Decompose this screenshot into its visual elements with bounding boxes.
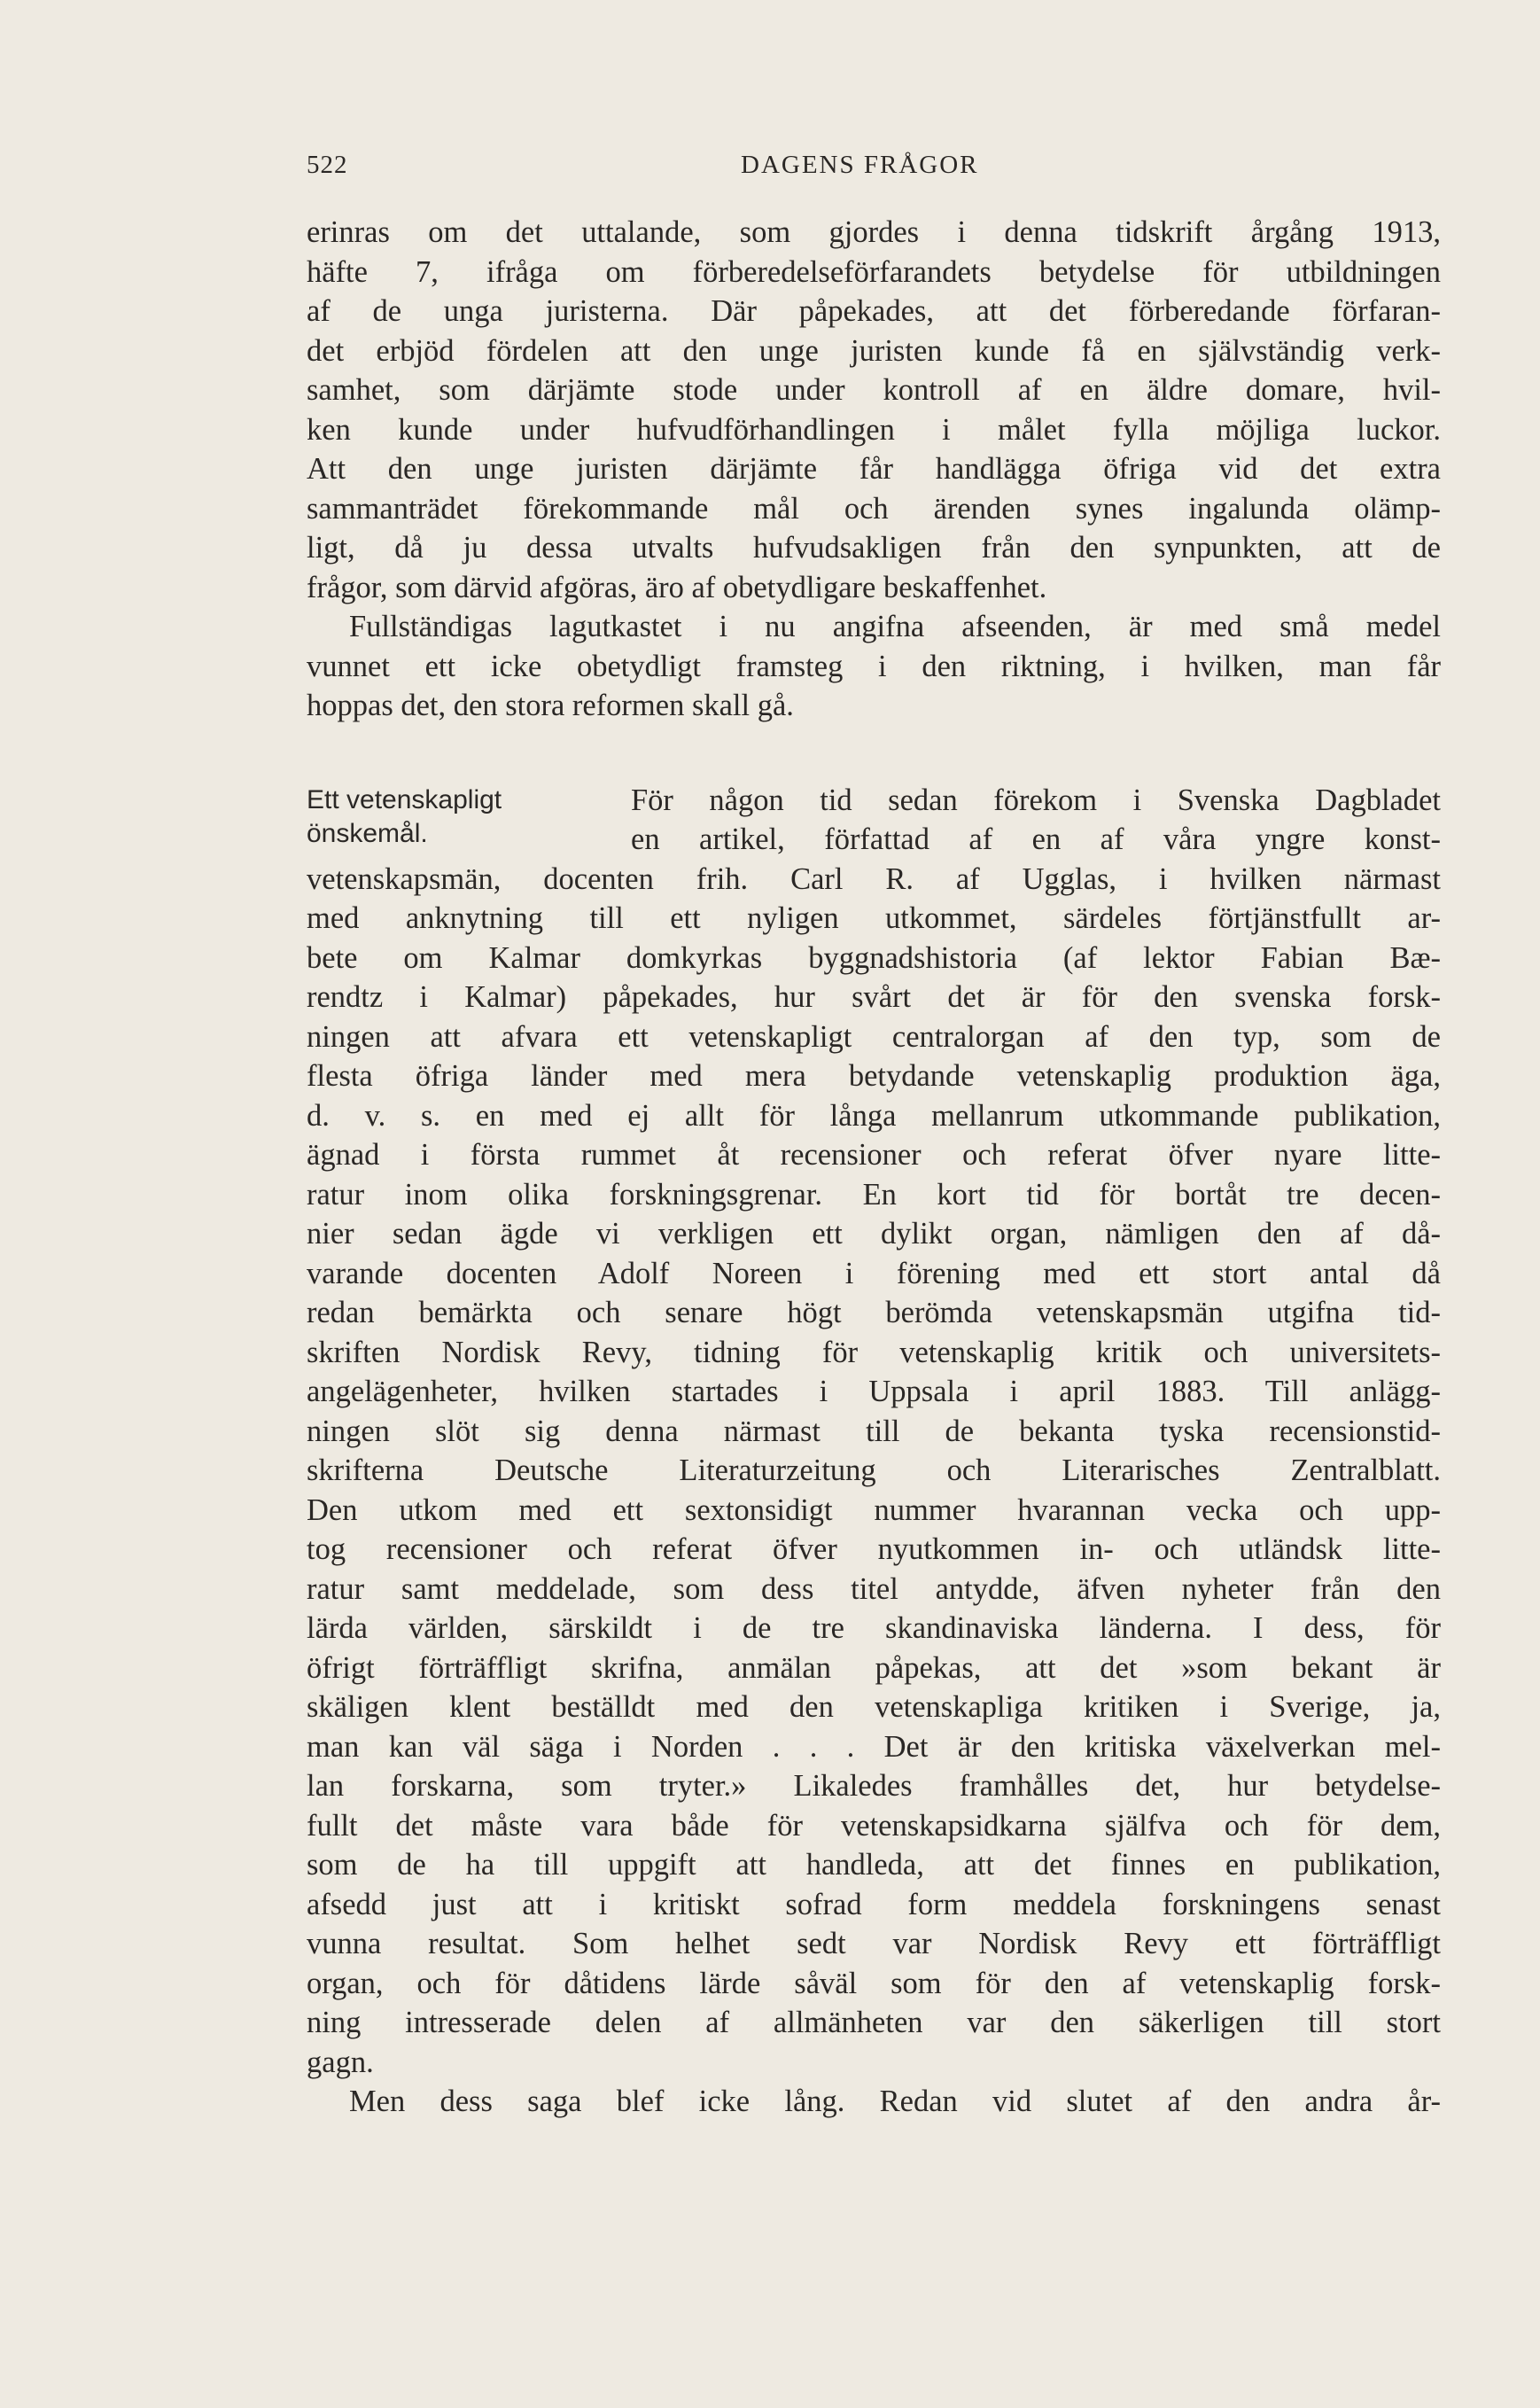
text-line: redan bemärkta och senare högt berömda vetenskapsmän utgifna tid- [307, 1296, 1441, 1329]
side-heading-line: Ett vetenskapligt [307, 784, 502, 814]
text-line: Att den unge juristen därjämte får handlägga öfriga vid det extra [307, 452, 1441, 486]
text-line: Men dess saga blef icke lång. Redan vid slutet af den andra år- [349, 2085, 1441, 2118]
text-line: tog recensioner och referat öfver nyutkommen in- och utländsk litte- [307, 1532, 1441, 1566]
text-line: ning intresserade delen af allmänheten var den säkerligen till stort [307, 2006, 1441, 2039]
text-line: samhet, som därjämte stode under kontroll af en äldre domare, hvil- [307, 373, 1441, 407]
text-line: af de unga juristerna. Där påpekades, att det förberedande förfaran- [307, 294, 1441, 328]
text-line: lärda världen, särskildt i de tre skandinaviska länderna. I dess, för [307, 1611, 1441, 1645]
text-line: vunnet ett icke obetydligt framsteg i den riktning, i hvilken, man får [307, 649, 1441, 683]
text-line: d. v. s. en med ej allt för långa mellanrum utkommande publikation, [307, 1098, 1441, 1133]
text-line: sammanträdet förekommande mål och ärenden synes ingalunda olämp- [307, 491, 1441, 526]
text-line: Fullständigas lagutkastet i nu angifna afseenden, är med små medel [349, 610, 1441, 643]
text-line: skriften Nordisk Revy, tidning för vetenskaplig kritik och universitets- [307, 1335, 1441, 1369]
page-number: 522 [307, 151, 348, 179]
text-line: För någon tid sedan förekom i Svenska Dagbladet [631, 783, 1441, 817]
text-line: nier sedan ägde vi verkligen ett dylikt organ, nämligen den af då- [307, 1217, 1441, 1251]
text-line: varande docenten Adolf Noreen i förening med ett stort antal då [307, 1256, 1441, 1290]
text-line: rendtz i Kalmar) påpekades, hur svårt det är för den svenska forsk- [307, 980, 1441, 1014]
text-line: fullt det måste vara både för vetenskapsidkarna själfva och för dem, [307, 1808, 1441, 1843]
text-line: Den utkom med ett sextonsidigt nummer hvarannan vecka och upp- [307, 1492, 1441, 1527]
running-title: DAGENS FRÅGOR [741, 151, 979, 179]
side-heading [307, 783, 599, 851]
text-line: hoppas det, den stora reformen skall gå. [307, 689, 794, 722]
text-line: en artikel, författad af en af våra yngre konst- [631, 822, 1441, 856]
paragraph-1 [307, 213, 1441, 607]
text-line: häfte 7, ifråga om förberedelseförfarandets betydelse för utbildningen [307, 254, 1441, 289]
paragraph-2 [307, 607, 1441, 726]
text-line: ningen slöt sig denna närmast till de bekanta tyska recensionstid- [307, 1414, 1441, 1448]
section-vetenskapligt-onskemal [307, 781, 1441, 2083]
text-line: skäligen klent beställdt med den vetenskapliga kritiken i Sverige, ja, [307, 1690, 1441, 1724]
text-line: med anknytning till ett nyligen utkommet, särdeles förtjänstfullt ar- [307, 901, 1441, 935]
body-text [307, 213, 1441, 2122]
text-line: ratur samt meddelade, som dess titel antydde, äfven nyheter från den [307, 1571, 1441, 1606]
text-line: ägnad i första rummet åt recensioner och referat öfver nyare litte- [307, 1138, 1441, 1172]
section-gap [307, 726, 1441, 781]
text-line: bete om Kalmar domkyrkas byggnadshistoria (af lektor Fabian Bæ- [307, 940, 1441, 975]
text-line: ken kunde under hufvudförhandlingen i målet fylla möjliga luckor. [307, 412, 1441, 447]
text-line: ningen att afvara ett vetenskapligt centralorgan af den typ, som de [307, 1019, 1441, 1054]
text-line: vetenskapsmän, docenten frih. Carl R. af Ugglas, i hvilken närmast [307, 861, 1441, 896]
text-line: vunna resultat. Som helhet sedt var Nordisk Revy ett förträffligt [307, 1927, 1441, 1960]
text-line: flesta öfriga länder med mera betydande vetenskaplig produktion äga, [307, 1059, 1441, 1093]
text-line: organ, och för dåtidens lärde såväl som för den af vetenskaplig forsk- [307, 1966, 1441, 2000]
text-line: öfrigt förträffligt skrifna, anmälan påpekas, att det »som bekant är [307, 1650, 1441, 1685]
text-line: lan forskarna, som tryter.» Likaledes framhålles det, hur betydelse- [307, 1769, 1441, 1803]
text-line: afsedd just att i kritiskt sofrad form meddela forskningens senast [307, 1887, 1441, 1921]
paragraph-last [307, 2082, 1441, 2122]
text-line: skrifterna Deutsche Literaturzeitung och Literarisches Zentralblatt. [307, 1453, 1441, 1487]
text-line: som de ha till uppgift att handleda, att det finnes en publikation, [307, 1848, 1441, 1882]
text-line: frågor, som därvid afgöras, äro af obetydligare beskaffenhet. [307, 570, 1047, 604]
text-line: ligt, då ju dessa utvalts hufvudsakligen från den synpunkten, att de [307, 531, 1441, 565]
text-line: gagn. [307, 2045, 374, 2079]
text-line: ratur inom olika forskningsgrenar. En kort tid för bortåt tre decen- [307, 1177, 1441, 1212]
text-line: erinras om det uttalande, som gjordes i denna tidskrift årgång 1913, [307, 215, 1441, 249]
text-line: angelägenheter, hvilken startades i Uppsala i april 1883. Till anlägg- [307, 1375, 1441, 1408]
side-heading-line: önskemål. [307, 818, 428, 848]
running-head [307, 151, 1441, 186]
text-line: det erbjöd fördelen att den unge juristen kunde få en självständig verk- [307, 333, 1441, 368]
text-line: man kan väl säga i Norden . . . Det är den kritiska växelverkan mel- [307, 1729, 1441, 1764]
